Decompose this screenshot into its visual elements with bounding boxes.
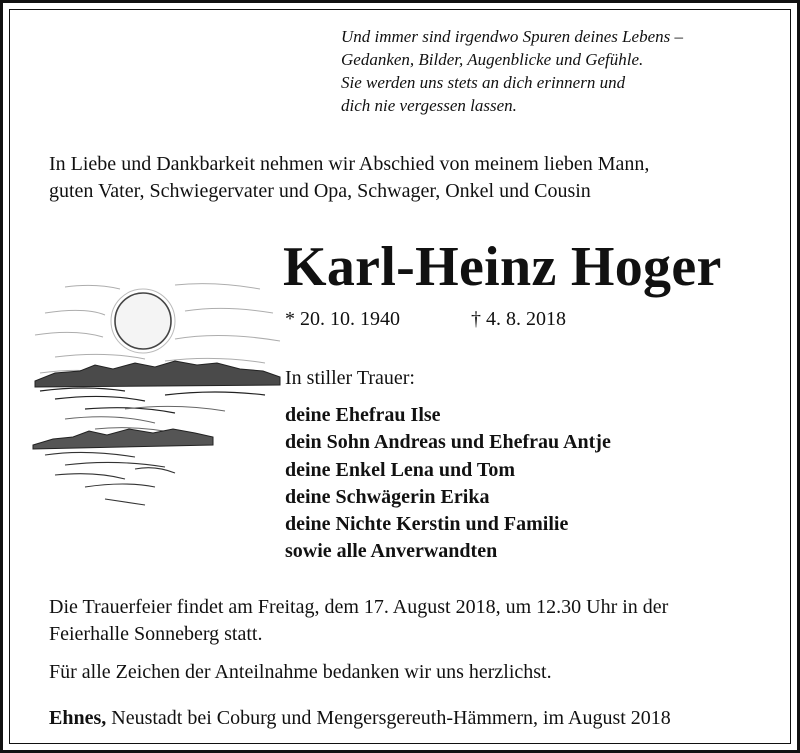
birth-date: * 20. 10. 1940 xyxy=(285,308,400,330)
mourners-list xyxy=(285,402,611,566)
motto-line: Gedanken, Bilder, Augenblicke und Gefühle. xyxy=(341,50,644,69)
closing-family: Ehnes, xyxy=(49,707,107,729)
motto-poem xyxy=(341,25,771,117)
moon-over-mountains-sketch-icon xyxy=(25,273,287,523)
mourner-entry: deine Enkel Lena und Tom xyxy=(285,458,516,481)
closing-places: Neustadt bei Coburg und Mengersgereuth-Hämmern, im August 2018 xyxy=(106,707,671,729)
motto-line: Sie werden uns stets an dich erinnern und xyxy=(341,73,626,92)
mourner-entry: deine Ehefrau Ilse xyxy=(285,404,441,426)
farewell-intro xyxy=(49,151,764,205)
deceased-name: Karl-Heinz Hoger xyxy=(283,236,722,298)
life-dates xyxy=(285,308,566,331)
funeral-details xyxy=(49,594,668,648)
intro-line: guten Vater, Schwiegervater und Opa, Schwager, Onkel und Cousin xyxy=(49,180,591,202)
motto-line: Und immer sind irgendwo Spuren deines Lebens – xyxy=(341,27,684,46)
death-date: † 4. 8. 2018 xyxy=(471,308,566,330)
thanks-note: Für alle Zeichen der Anteilnahme bedanken wir uns herzlichst. xyxy=(49,661,552,683)
mourner-entry: dein Sohn Andreas und Ehefrau Antje xyxy=(285,431,611,454)
intro-line: In Liebe und Dankbarkeit nehmen wir Abschied von meinem lieben Mann, xyxy=(49,153,650,175)
motto-line: dich nie vergessen lassen. xyxy=(341,96,517,115)
mourner-entry: sowie alle Anverwandten xyxy=(285,540,498,563)
funeral-line: Feierhalle Sonneberg statt. xyxy=(49,623,263,645)
mourning-heading: In stiller Trauer: xyxy=(285,367,415,389)
funeral-line: Die Trauerfeier findet am Freitag, dem 17. August 2018, um 12.30 Uhr in der xyxy=(49,596,669,618)
mourner-entry: deine Nichte Kerstin und Familie xyxy=(285,513,569,536)
mourner-entry: deine Schwägerin Erika xyxy=(285,485,490,508)
closing-line xyxy=(49,707,671,730)
